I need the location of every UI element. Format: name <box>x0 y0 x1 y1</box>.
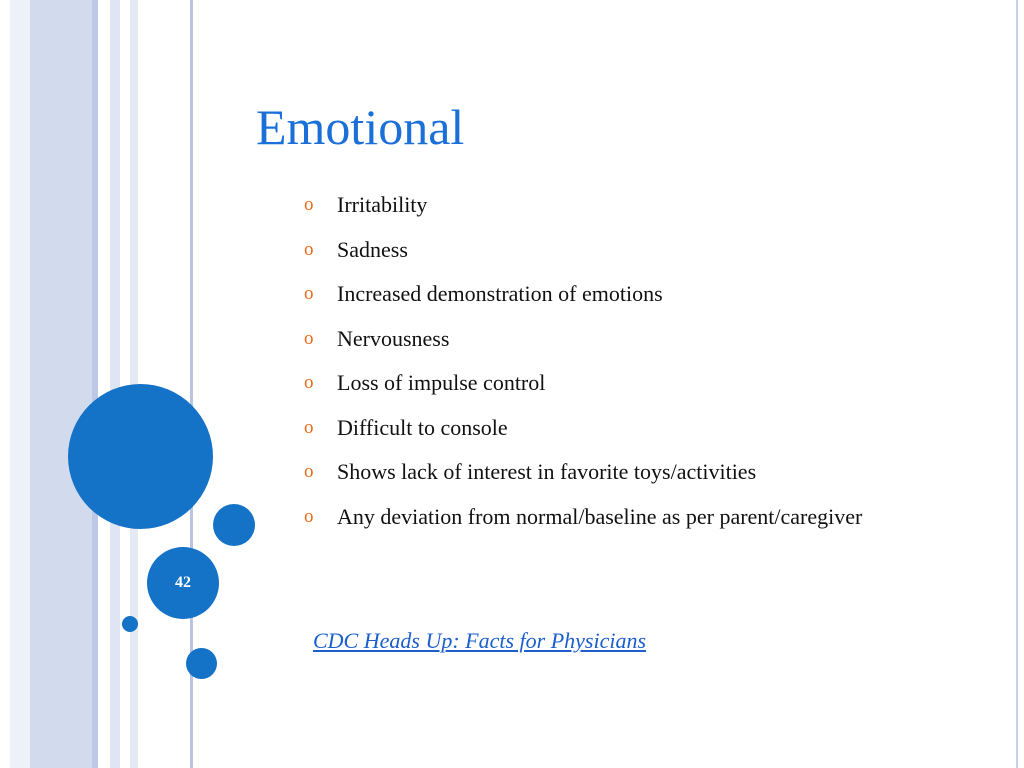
bullet-marker-icon: o <box>304 505 314 527</box>
list-item <box>304 275 944 312</box>
list-item-text: Increased demonstration of emotions <box>337 281 663 306</box>
decor-circle-medium <box>213 504 255 546</box>
cdc-heads-up-link[interactable]: CDC Heads Up: Facts for Physicians <box>313 628 647 653</box>
list-item-text: Nervousness <box>337 325 450 351</box>
bullet-marker-icon: o <box>304 416 314 438</box>
decor-circle-lower <box>186 648 217 679</box>
decor-circle-small <box>122 616 138 632</box>
bullet-list <box>304 186 944 542</box>
decor-stripe <box>10 0 30 768</box>
list-item-text: Irritability <box>337 192 428 217</box>
list-item <box>304 320 944 357</box>
decor-border-right <box>1016 0 1018 768</box>
slide-title: Emotional <box>256 99 465 155</box>
list-item <box>304 409 944 446</box>
bullet-marker-icon: o <box>304 238 314 260</box>
list-item-text: Difficult to console <box>337 414 508 440</box>
bullet-marker-icon: o <box>304 283 314 304</box>
bullet-marker-icon: o <box>304 194 314 215</box>
decor-stripe <box>110 0 120 768</box>
slide-number: 42 <box>175 574 191 591</box>
list-item <box>304 231 944 268</box>
list-item <box>304 498 944 535</box>
bullet-marker-icon: o <box>304 461 314 482</box>
list-item <box>304 364 944 401</box>
list-item-text: Loss of impulse control <box>337 370 546 395</box>
decor-circle-large <box>68 384 213 529</box>
list-item <box>304 186 944 223</box>
slide-number-badge <box>147 547 219 619</box>
list-item-text: Any deviation from normal/baseline as per parent/caregiver <box>337 503 863 529</box>
bullet-marker-icon: o <box>304 372 314 393</box>
list-item <box>304 453 944 490</box>
bullet-marker-icon: o <box>304 327 314 349</box>
decor-stripe <box>0 0 10 768</box>
decor-stripe <box>98 0 110 768</box>
list-item-text: Sadness <box>337 236 408 262</box>
decor-stripe <box>30 0 92 768</box>
list-item-text: Shows lack of interest in favorite toys/activities <box>337 459 757 484</box>
